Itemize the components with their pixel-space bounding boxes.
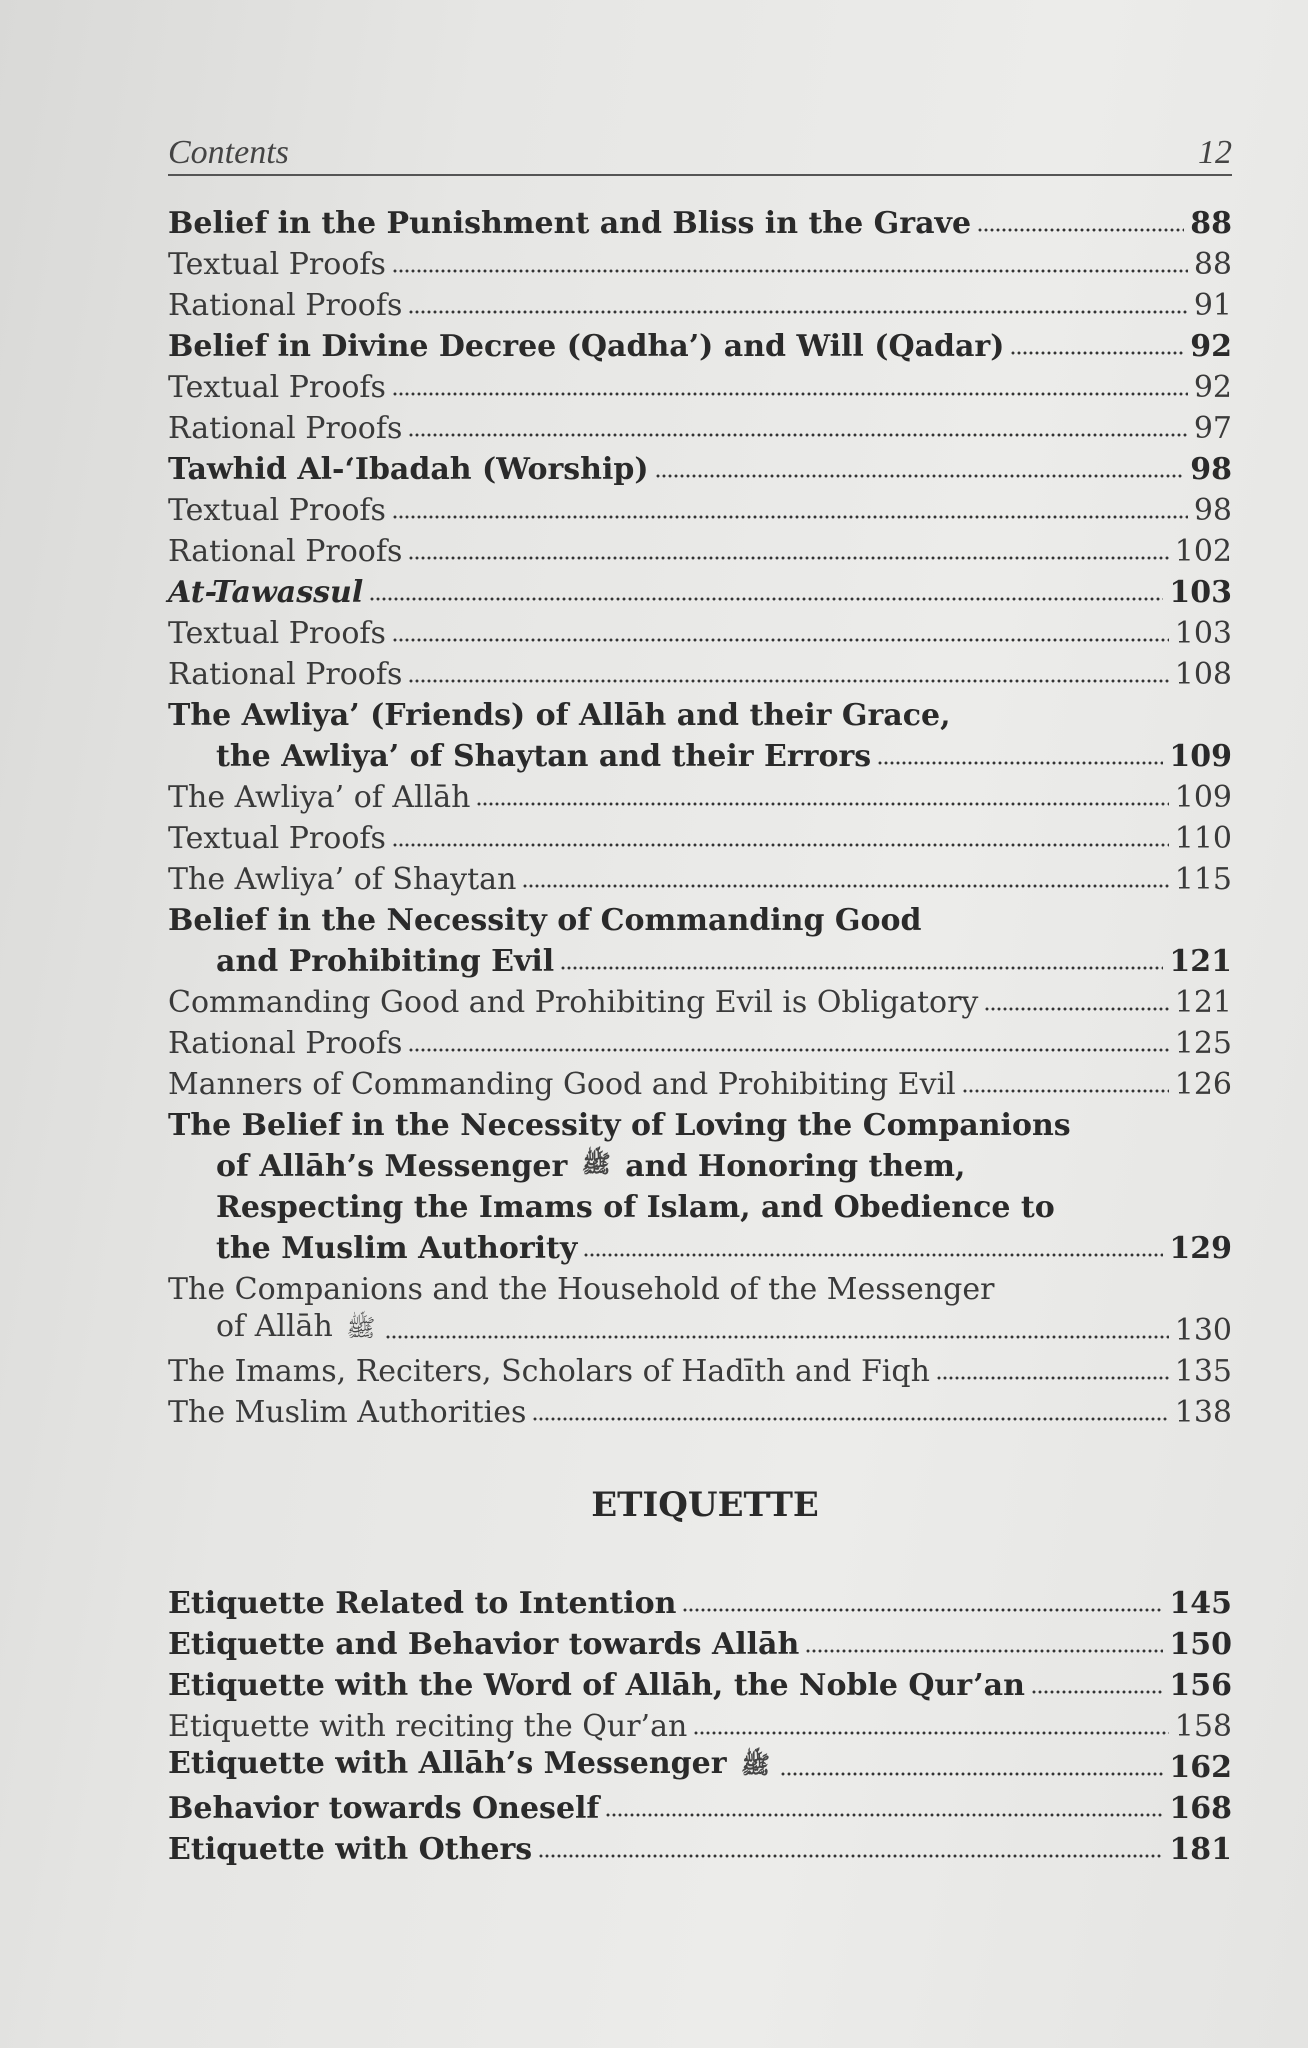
toc-entry[interactable]: At-Tawassul 103 [168, 575, 1232, 610]
toc-entry[interactable]: Textual Proofs 88 [168, 247, 1232, 282]
toc-entry[interactable]: Rational Proofs 125 [168, 1026, 1232, 1061]
toc-entry[interactable]: Etiquette with Allāh’s Messenger ﷺ 162 [168, 1746, 1232, 1785]
toc-entry[interactable]: and Prohibiting Evil 121 [216, 944, 1232, 979]
header-page-number: 12 [1198, 134, 1232, 171]
toc-entry-line: of Allāh’s Messenger ﷺ and Honoring them, [216, 1149, 966, 1184]
toc-entry[interactable]: The Muslim Authorities 138 [168, 1395, 1232, 1430]
toc-entry[interactable]: The Awliya’ of Allāh 109 [168, 780, 1232, 815]
toc-entry[interactable]: Rational Proofs 91 [168, 288, 1232, 323]
toc-entry[interactable]: Manners of Commanding Good and Prohibiting Evil 126 [168, 1067, 1232, 1102]
toc-entry[interactable]: Etiquette with the Word of Allāh, the Noble Qur’an 156 [168, 1668, 1232, 1703]
salla-symbol: ﷺ [740, 1750, 770, 1779]
toc-entry-line: The Belief in the Necessity of Loving the Companions [168, 1108, 1071, 1143]
salla-symbol: ﷺ [581, 1149, 611, 1178]
toc-entry-line: The Awliya’ (Friends) of Allāh and their Grace, [168, 698, 951, 733]
toc-entry[interactable]: Textual Proofs 110 [168, 821, 1232, 856]
toc-entry[interactable]: The Imams, Reciters, Scholars of Hadīth and Fiqh 135 [168, 1354, 1232, 1389]
table-of-contents [168, 200, 1232, 1867]
toc-entry[interactable]: Belief in Divine Decree (Qadha’) and Will (Qadar) 92 [168, 329, 1232, 364]
toc-entry-line: The Companions and the Household of the Messenger [168, 1272, 995, 1307]
toc-entry[interactable]: Belief in the Punishment and Bliss in the Grave 88 [168, 206, 1232, 241]
toc-entry[interactable]: Rational Proofs 102 [168, 534, 1232, 569]
running-header [168, 128, 1232, 176]
toc-entry[interactable]: Commanding Good and Prohibiting Evil is Obligatory 121 [168, 985, 1232, 1020]
toc-entry[interactable]: Etiquette and Behavior towards Allāh 150 [168, 1627, 1232, 1662]
toc-entry[interactable]: Textual Proofs 103 [168, 616, 1232, 651]
toc-entry[interactable]: the Awliya’ of Shaytan and their Errors 109 [216, 739, 1232, 774]
toc-entry[interactable]: Etiquette with reciting the Qur’an 158 [168, 1709, 1232, 1744]
toc-entry[interactable]: Rational Proofs 97 [168, 411, 1232, 446]
toc-entry[interactable]: Behavior towards Oneself 168 [168, 1791, 1232, 1826]
toc-entry-line: Belief in the Necessity of Commanding Good [168, 903, 922, 938]
toc-entry[interactable]: Rational Proofs 108 [168, 657, 1232, 692]
toc-entry[interactable]: Tawhid Al-‘Ibadah (Worship) 98 [168, 452, 1232, 487]
toc-entry[interactable]: Etiquette with Others 181 [168, 1832, 1232, 1867]
section-heading: ETIQUETTE [591, 1485, 819, 1525]
header-title: Contents [168, 134, 289, 171]
toc-entry[interactable]: Etiquette Related to Intention 145 [168, 1586, 1232, 1621]
salla-symbol: ﷺ [346, 1314, 376, 1342]
toc-entry[interactable]: of Allāh ﷺ 130 [216, 1309, 1232, 1348]
toc-entry[interactable]: the Muslim Authority 129 [216, 1231, 1232, 1266]
toc-entry[interactable]: The Awliya’ of Shaytan 115 [168, 862, 1232, 897]
toc-entry[interactable]: Textual Proofs 92 [168, 370, 1232, 405]
toc-entry-line: Respecting the Imams of Islam, and Obedience to [216, 1190, 1055, 1225]
toc-entry[interactable]: Textual Proofs 98 [168, 493, 1232, 528]
